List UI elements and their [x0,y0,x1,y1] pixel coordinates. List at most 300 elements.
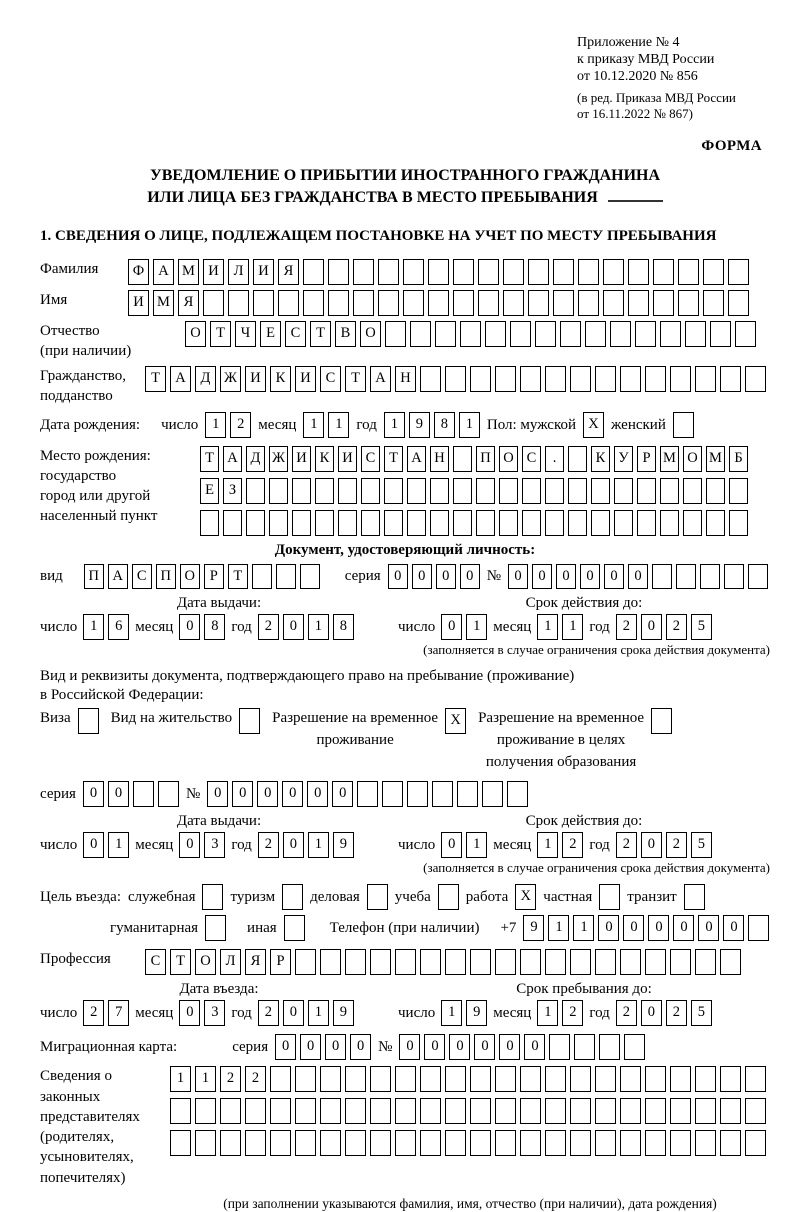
identity-number-cell[interactable]: 0 [556,564,576,589]
birth-place-cell[interactable] [476,478,495,504]
citizenship-cell[interactable]: И [245,366,266,392]
profession-cell[interactable]: Р [270,949,291,975]
birth-place-cell[interactable]: И [338,446,357,472]
representative-cell[interactable] [545,1066,566,1092]
identity-series-cell[interactable]: 0 [388,564,408,589]
date-cell[interactable]: 0 [283,614,304,640]
representative-cell[interactable] [570,1130,591,1156]
birth-place-cell[interactable]: А [223,446,242,472]
representative-cell[interactable] [470,1130,491,1156]
residence-number-cell[interactable] [457,781,478,807]
name-cell[interactable] [253,290,274,316]
representative-cell[interactable] [445,1066,466,1092]
representative-cell[interactable] [720,1130,741,1156]
residence-number-cell[interactable] [507,781,528,807]
identity-kind-cell[interactable]: С [132,564,152,589]
date-cell[interactable]: 1 [108,832,129,858]
representative-cell[interactable] [245,1130,266,1156]
representative-cell[interactable] [570,1098,591,1124]
representative-cell[interactable] [370,1098,391,1124]
purpose-tourism-checkbox[interactable] [282,884,303,910]
name-cell[interactable]: М [153,290,174,316]
birth-month-cell[interactable]: 1 [303,412,324,438]
residence-number-cell[interactable] [482,781,503,807]
residence-number-cell[interactable]: 0 [282,781,303,807]
birth-place-cell[interactable]: К [591,446,610,472]
surname-cell[interactable] [403,259,424,285]
surname-cell[interactable]: И [253,259,274,285]
representative-cell[interactable] [345,1098,366,1124]
citizenship-cell[interactable]: С [320,366,341,392]
representative-cell[interactable] [495,1130,516,1156]
birth-year-cell[interactable]: 8 [434,412,455,438]
birth-place-cell[interactable] [315,478,334,504]
birth-place-cell[interactable] [591,478,610,504]
date-cell[interactable]: 1 [537,614,558,640]
name-cell[interactable] [228,290,249,316]
date-cell[interactable]: 1 [562,614,583,640]
migration-number-cell[interactable] [624,1034,645,1060]
birth-place-cell[interactable]: У [614,446,633,472]
birth-place-cell[interactable] [568,478,587,504]
citizenship-cell[interactable] [645,366,666,392]
date-cell[interactable]: 0 [641,1000,662,1026]
representative-cell[interactable]: 1 [170,1066,191,1092]
birth-place-cell[interactable] [246,510,265,536]
identity-number-cell[interactable] [676,564,696,589]
residence-number-cell[interactable]: 0 [332,781,353,807]
representative-cell[interactable] [170,1098,191,1124]
birth-place-cell[interactable] [568,446,587,472]
residence-number-cell[interactable] [407,781,428,807]
citizenship-cell[interactable] [545,366,566,392]
surname-cell[interactable]: А [153,259,174,285]
date-cell[interactable]: 0 [179,832,200,858]
identity-number-cell[interactable] [724,564,744,589]
representative-cell[interactable] [170,1130,191,1156]
citizenship-cell[interactable]: Ж [220,366,241,392]
patronymic-cell[interactable] [485,321,506,347]
name-cell[interactable] [478,290,499,316]
citizenship-cell[interactable]: Д [195,366,216,392]
representative-cell[interactable] [195,1130,216,1156]
date-cell[interactable]: 2 [562,832,583,858]
patronymic-cell[interactable] [460,321,481,347]
representative-cell[interactable] [320,1066,341,1092]
date-cell[interactable]: 2 [666,832,687,858]
date-cell[interactable]: 1 [441,1000,462,1026]
birth-place-cell[interactable] [614,510,633,536]
birth-place-cell[interactable] [384,510,403,536]
representative-cell[interactable] [670,1098,691,1124]
purpose-work-checkbox[interactable]: X [515,884,536,910]
representative-cell[interactable] [645,1098,666,1124]
citizenship-cell[interactable]: А [170,366,191,392]
representative-cell[interactable] [345,1066,366,1092]
citizenship-cell[interactable] [695,366,716,392]
identity-number-cell[interactable] [748,564,768,589]
birth-place-cell[interactable] [545,510,564,536]
representative-cell[interactable] [545,1130,566,1156]
representative-cell[interactable] [645,1066,666,1092]
identity-kind-cell[interactable] [276,564,296,589]
representative-cell[interactable] [645,1130,666,1156]
identity-kind-cell[interactable]: П [156,564,176,589]
profession-cell[interactable] [345,949,366,975]
representative-cell[interactable] [270,1098,291,1124]
patronymic-cell[interactable] [560,321,581,347]
surname-cell[interactable]: Ф [128,259,149,285]
date-cell[interactable]: 5 [691,832,712,858]
surname-cell[interactable] [378,259,399,285]
citizenship-cell[interactable] [620,366,641,392]
representative-cell[interactable]: 2 [220,1066,241,1092]
migration-series-cell[interactable]: 0 [350,1034,371,1060]
profession-cell[interactable] [595,949,616,975]
representative-cell[interactable] [320,1098,341,1124]
surname-cell[interactable] [353,259,374,285]
date-cell[interactable]: 2 [616,614,637,640]
birth-place-cell[interactable]: О [499,446,518,472]
migration-number-cell[interactable]: 0 [399,1034,420,1060]
patronymic-cell[interactable]: В [335,321,356,347]
citizenship-cell[interactable]: И [295,366,316,392]
profession-cell[interactable]: О [195,949,216,975]
identity-number-cell[interactable] [700,564,720,589]
identity-kind-cell[interactable]: Т [228,564,248,589]
profession-cell[interactable] [295,949,316,975]
representative-cell[interactable] [745,1098,766,1124]
birth-year-cell[interactable]: 9 [409,412,430,438]
representative-cell[interactable] [595,1130,616,1156]
birth-place-cell[interactable] [522,478,541,504]
migration-series-cell[interactable]: 0 [300,1034,321,1060]
citizenship-cell[interactable] [720,366,741,392]
date-cell[interactable]: 3 [204,1000,225,1026]
identity-kind-cell[interactable]: А [108,564,128,589]
residence-number-cell[interactable]: 0 [257,781,278,807]
representative-cell[interactable] [620,1098,641,1124]
phone-cell[interactable]: 9 [523,915,544,941]
patronymic-cell[interactable]: Ч [235,321,256,347]
profession-cell[interactable] [445,949,466,975]
representative-cell[interactable] [420,1098,441,1124]
profession-cell[interactable] [645,949,666,975]
date-cell[interactable]: 0 [179,614,200,640]
birth-place-cell[interactable] [292,510,311,536]
birth-place-cell[interactable] [453,478,472,504]
date-cell[interactable]: 3 [204,832,225,858]
profession-cell[interactable] [520,949,541,975]
phone-cell[interactable]: 1 [548,915,569,941]
surname-cell[interactable] [328,259,349,285]
birth-place-cell[interactable] [430,510,449,536]
surname-cell[interactable] [578,259,599,285]
date-cell[interactable]: 2 [616,832,637,858]
phone-cell[interactable] [748,915,769,941]
birth-place-cell[interactable]: Е [200,478,219,504]
identity-kind-cell[interactable]: П [84,564,104,589]
identity-kind-cell[interactable] [300,564,320,589]
birth-place-cell[interactable] [200,510,219,536]
phone-cell[interactable]: 0 [698,915,719,941]
female-checkbox[interactable] [673,412,694,438]
birth-place-cell[interactable] [292,478,311,504]
birth-place-cell[interactable]: Б [729,446,748,472]
citizenship-cell[interactable] [470,366,491,392]
name-cell[interactable] [603,290,624,316]
birth-place-cell[interactable] [453,446,472,472]
surname-cell[interactable] [453,259,474,285]
representative-cell[interactable] [495,1098,516,1124]
profession-cell[interactable] [545,949,566,975]
date-cell[interactable]: 2 [83,1000,104,1026]
residence-number-cell[interactable]: 0 [307,781,328,807]
name-cell[interactable] [553,290,574,316]
birth-place-cell[interactable]: . [545,446,564,472]
patronymic-cell[interactable] [735,321,756,347]
surname-cell[interactable]: Я [278,259,299,285]
birth-place-cell[interactable]: А [407,446,426,472]
surname-cell[interactable] [478,259,499,285]
identity-series-cell[interactable]: 0 [412,564,432,589]
date-cell[interactable]: 8 [204,614,225,640]
representative-cell[interactable] [695,1098,716,1124]
birth-place-cell[interactable] [706,478,725,504]
visa-checkbox[interactable] [78,708,99,734]
birth-place-cell[interactable] [683,478,702,504]
profession-cell[interactable] [420,949,441,975]
representative-cell[interactable] [670,1130,691,1156]
identity-kind-cell[interactable]: О [180,564,200,589]
date-cell[interactable]: 0 [441,614,462,640]
date-cell[interactable]: 2 [258,614,279,640]
date-cell[interactable]: 0 [83,832,104,858]
representative-cell[interactable] [495,1066,516,1092]
surname-cell[interactable] [553,259,574,285]
identity-number-cell[interactable]: 0 [628,564,648,589]
patronymic-cell[interactable] [385,321,406,347]
profession-cell[interactable] [370,949,391,975]
migration-number-cell[interactable]: 0 [474,1034,495,1060]
phone-cell[interactable]: 0 [598,915,619,941]
profession-cell[interactable]: С [145,949,166,975]
birth-place-cell[interactable] [614,478,633,504]
citizenship-cell[interactable] [745,366,766,392]
representative-cell[interactable] [720,1098,741,1124]
representative-cell[interactable] [595,1098,616,1124]
birth-place-cell[interactable] [729,478,748,504]
patronymic-cell[interactable]: С [285,321,306,347]
patronymic-cell[interactable] [635,321,656,347]
citizenship-cell[interactable] [420,366,441,392]
male-checkbox[interactable]: X [583,412,604,438]
representative-cell[interactable] [370,1130,391,1156]
citizenship-cell[interactable]: К [270,366,291,392]
birth-place-cell[interactable] [407,478,426,504]
identity-series-cell[interactable]: 0 [436,564,456,589]
identity-number-cell[interactable]: 0 [508,564,528,589]
birth-year-cell[interactable]: 1 [384,412,405,438]
migration-number-cell[interactable] [549,1034,570,1060]
representative-cell[interactable] [420,1130,441,1156]
representative-cell[interactable]: 2 [245,1066,266,1092]
name-cell[interactable] [503,290,524,316]
representative-cell[interactable] [620,1066,641,1092]
name-cell[interactable] [528,290,549,316]
surname-cell[interactable] [303,259,324,285]
birth-place-cell[interactable]: К [315,446,334,472]
representative-cell[interactable] [320,1130,341,1156]
purpose-official-checkbox[interactable] [202,884,223,910]
migration-number-cell[interactable]: 0 [524,1034,545,1060]
name-cell[interactable] [653,290,674,316]
birth-place-cell[interactable]: Р [637,446,656,472]
profession-cell[interactable] [720,949,741,975]
birth-place-cell[interactable] [729,510,748,536]
birth-place-cell[interactable] [499,510,518,536]
residence-number-cell[interactable] [357,781,378,807]
birth-place-cell[interactable] [269,478,288,504]
residence-number-cell[interactable] [432,781,453,807]
date-cell[interactable]: 1 [308,832,329,858]
representative-cell[interactable] [595,1066,616,1092]
surname-cell[interactable] [503,259,524,285]
birth-place-cell[interactable]: Д [246,446,265,472]
birth-place-cell[interactable]: И [292,446,311,472]
profession-cell[interactable] [620,949,641,975]
representative-cell[interactable] [195,1098,216,1124]
patronymic-cell[interactable] [685,321,706,347]
date-cell[interactable]: 2 [616,1000,637,1026]
date-cell[interactable]: 1 [308,614,329,640]
representative-cell[interactable] [620,1130,641,1156]
representative-cell[interactable] [370,1066,391,1092]
representative-cell[interactable] [420,1066,441,1092]
patronymic-cell[interactable]: О [185,321,206,347]
birth-place-cell[interactable] [361,510,380,536]
date-cell[interactable]: 1 [466,614,487,640]
surname-cell[interactable]: И [203,259,224,285]
birth-place-cell[interactable] [361,478,380,504]
name-cell[interactable] [378,290,399,316]
representative-cell[interactable] [720,1066,741,1092]
surname-cell[interactable] [703,259,724,285]
residence-series-cell[interactable] [158,781,179,807]
birth-place-cell[interactable] [384,478,403,504]
name-cell[interactable] [328,290,349,316]
name-cell[interactable] [728,290,749,316]
birth-place-cell[interactable]: С [522,446,541,472]
representative-cell[interactable] [445,1130,466,1156]
profession-cell[interactable] [470,949,491,975]
phone-cell[interactable]: 0 [623,915,644,941]
birth-place-cell[interactable] [568,510,587,536]
date-cell[interactable]: 0 [179,1000,200,1026]
birth-place-cell[interactable]: Т [384,446,403,472]
representative-cell[interactable] [395,1130,416,1156]
surname-cell[interactable]: М [178,259,199,285]
purpose-study-checkbox[interactable] [438,884,459,910]
representative-cell[interactable] [695,1066,716,1092]
date-cell[interactable]: 1 [466,832,487,858]
patronymic-cell[interactable] [660,321,681,347]
date-cell[interactable]: 1 [308,1000,329,1026]
purpose-private-checkbox[interactable] [599,884,620,910]
surname-cell[interactable]: Л [228,259,249,285]
birth-year-cell[interactable]: 1 [459,412,480,438]
identity-number-cell[interactable]: 0 [604,564,624,589]
patronymic-cell[interactable]: Т [310,321,331,347]
birth-place-cell[interactable] [637,478,656,504]
residence-series-cell[interactable]: 0 [83,781,104,807]
representative-cell[interactable] [470,1066,491,1092]
residence-series-cell[interactable]: 0 [108,781,129,807]
surname-cell[interactable] [428,259,449,285]
residence-number-cell[interactable]: 0 [207,781,228,807]
profession-cell[interactable]: Я [245,949,266,975]
date-cell[interactable]: 6 [108,614,129,640]
representative-cell[interactable] [520,1130,541,1156]
citizenship-cell[interactable]: Н [395,366,416,392]
date-cell[interactable]: 5 [691,1000,712,1026]
patronymic-cell[interactable] [585,321,606,347]
patronymic-cell[interactable]: Т [210,321,231,347]
representative-cell[interactable] [270,1066,291,1092]
patronymic-cell[interactable]: О [360,321,381,347]
surname-cell[interactable] [678,259,699,285]
profession-cell[interactable] [570,949,591,975]
birth-place-cell[interactable] [683,510,702,536]
residence-number-cell[interactable]: 0 [232,781,253,807]
representative-cell[interactable] [295,1098,316,1124]
representative-cell[interactable] [670,1066,691,1092]
patronymic-cell[interactable] [410,321,431,347]
identity-number-cell[interactable] [652,564,672,589]
birth-place-cell[interactable]: М [660,446,679,472]
date-cell[interactable]: 1 [537,832,558,858]
name-cell[interactable] [353,290,374,316]
date-cell[interactable]: 2 [666,614,687,640]
representative-cell[interactable] [445,1098,466,1124]
date-cell[interactable]: 9 [333,1000,354,1026]
residence-permit-checkbox[interactable] [239,708,260,734]
citizenship-cell[interactable] [445,366,466,392]
representative-cell[interactable] [520,1066,541,1092]
representative-cell[interactable] [395,1098,416,1124]
citizenship-cell[interactable] [495,366,516,392]
phone-cell[interactable]: 0 [673,915,694,941]
date-cell[interactable]: 0 [441,832,462,858]
migration-number-cell[interactable] [599,1034,620,1060]
birth-place-cell[interactable]: Т [200,446,219,472]
representative-cell[interactable] [295,1066,316,1092]
birth-place-cell[interactable] [499,478,518,504]
date-cell[interactable]: 2 [258,1000,279,1026]
phone-cell[interactable]: 1 [573,915,594,941]
residence-number-cell[interactable] [382,781,403,807]
surname-cell[interactable] [628,259,649,285]
profession-cell[interactable] [495,949,516,975]
birth-month-cell[interactable]: 1 [328,412,349,438]
representative-cell[interactable] [220,1098,241,1124]
profession-cell[interactable] [695,949,716,975]
birth-place-cell[interactable] [315,510,334,536]
representative-cell[interactable] [545,1098,566,1124]
migration-number-cell[interactable]: 0 [449,1034,470,1060]
birth-place-cell[interactable] [246,478,265,504]
representative-cell[interactable] [395,1066,416,1092]
